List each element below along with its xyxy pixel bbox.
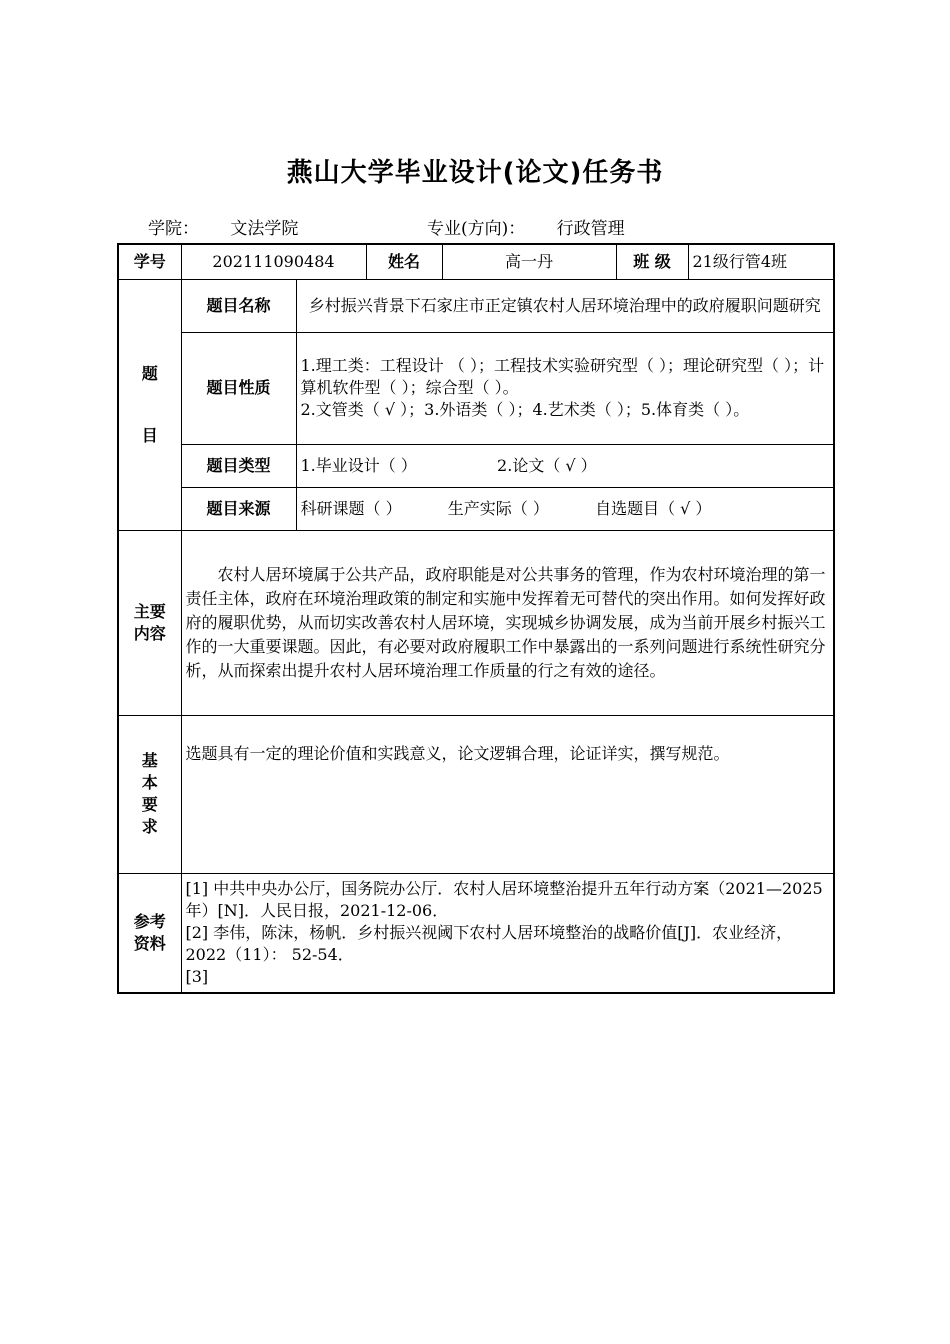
topic-type-label: 题目类型 (181, 444, 296, 487)
college-value: 文法学院 (230, 219, 299, 239)
topic-source-value (296, 487, 834, 530)
student-name-label: 姓名 (366, 244, 442, 279)
references-list (181, 873, 834, 993)
reference-item: [3] (185, 966, 209, 986)
type-option-thesis: 2.论文（ √ ） (497, 455, 597, 475)
student-id-label: 学号 (118, 244, 181, 279)
main-content-row (118, 530, 834, 715)
main-content-text: 农村人居环境属于公共产品，政府职能是对公共事务的管理，作为农村环境治理的第一责任主体，政府在环境治理政策的制定和实施中发挥着无可替代的突出作用。如何发挥好政府的履职优势，从而切实改善农村人居环境，实现城乡协调发展，成为当前开展乡村振兴工作的一大重要课题。因此，有必要对政府履职工作中暴露出的一系列问题进行系统性研究分析，从而探索出提升农村人居环境治理工作质量的行之有效的途径。 (181, 530, 834, 715)
major-label: 专业(方向)： (427, 219, 526, 239)
class-label: 班 级 (616, 244, 688, 279)
nature-line-2: 2.文管类（ √ ）；3.外语类（ ）；4.艺术类（ ）；5.体育类（ ）。 (300, 400, 750, 419)
nature-line-1: 1.理工类：工程设计 （ ）；工程技术实验研究型（ ）；理论研究型（ ）；计算机软件型（ ）；综合型（ ）。 (300, 356, 825, 397)
topic-name-label: 题目名称 (181, 279, 296, 332)
reference-item: [2] 李伟，陈沫，杨帆．乡村振兴视阈下农村人居环境整治的战略价值[J]．农业经济，2022（11）： 52-54． (185, 922, 793, 964)
college-label: 学院： (148, 219, 199, 239)
topic-name-row (118, 279, 834, 332)
student-name-value: 高一丹 (442, 244, 616, 279)
student-id-value: 202111090484 (181, 244, 366, 279)
source-option-research: 科研课题（ ） (300, 498, 402, 518)
document-title: 燕山大学毕业设计(论文)任务书 (286, 158, 664, 188)
topic-name-value: 乡村振兴背景下石家庄市正定镇农村人居环境治理中的政府履职问题研究 (296, 279, 834, 332)
major-row (427, 214, 625, 239)
topic-nature-row (118, 332, 834, 444)
source-option-self: 自选题目（ √ ） (595, 498, 712, 518)
topic-type-row (118, 444, 834, 487)
references-row (118, 873, 834, 993)
topic-section-label: 题 目 (118, 279, 181, 530)
requirements-text: 选题具有一定的理论价值和实践意义，论文逻辑合理，论证详实，撰写规范。 (181, 715, 834, 873)
source-option-production: 生产实际（ ） (447, 498, 549, 518)
requirements-row (118, 715, 834, 873)
reference-item: [1] 中共中央办公厅，国务院办公厅．农村人居环境整治提升五年行动方案（2021—2025年）[N]．人民日报，2021-12-06． (185, 878, 823, 920)
main-content-label: 主要 内容 (118, 530, 181, 715)
topic-nature-label: 题目性质 (181, 332, 296, 444)
major-value: 行政管理 (556, 219, 625, 239)
class-value: 21级行管4班 (688, 244, 834, 279)
topic-source-label: 题目来源 (181, 487, 296, 530)
college-row (148, 214, 298, 239)
student-row (118, 244, 834, 279)
topic-source-row (118, 487, 834, 530)
type-option-design: 1.毕业设计（ ） (300, 455, 417, 475)
topic-type-value (296, 444, 834, 487)
task-form-table (117, 243, 835, 994)
topic-nature-value (296, 332, 834, 444)
requirements-label: 基 本 要 求 (118, 715, 181, 873)
references-label: 参考 资料 (118, 873, 181, 993)
